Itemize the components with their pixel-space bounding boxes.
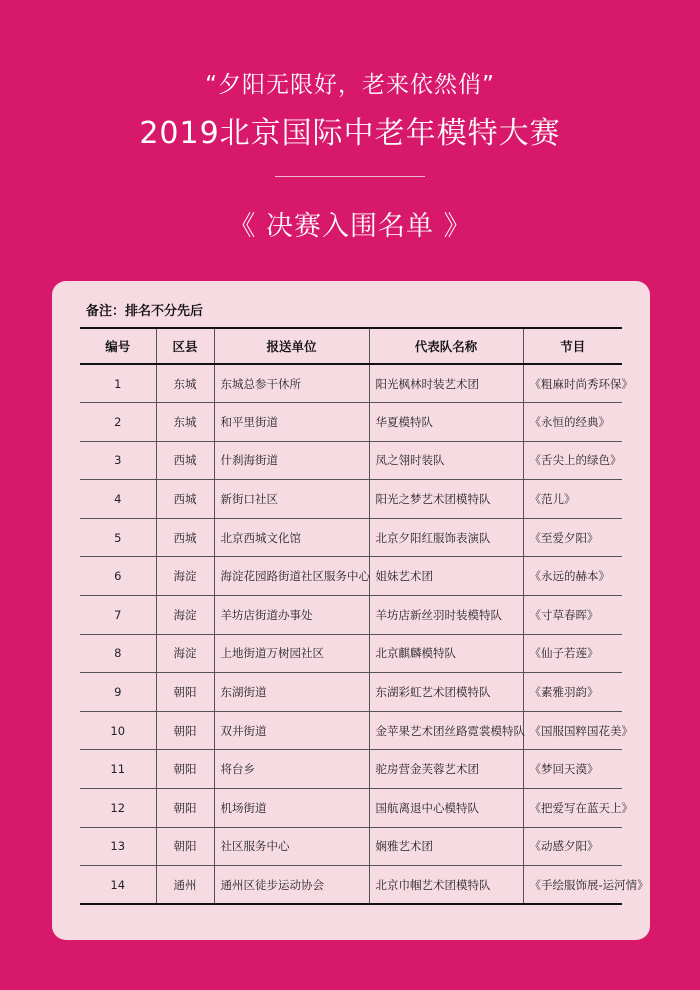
- cell-district: 通州: [156, 866, 214, 905]
- cell-program: 《素雅羽韵》: [523, 673, 622, 712]
- table-row: [80, 673, 622, 712]
- cell-program: 《国服国粹国花美》: [523, 711, 622, 750]
- table-row: [80, 827, 622, 866]
- column-header-number: 编号: [105, 339, 131, 354]
- cell-unit: 双井街道: [214, 711, 369, 750]
- cell-team: 国航离退中心模特队: [369, 789, 523, 828]
- cell-team: 娴雅艺术团: [369, 827, 523, 866]
- page-subtitle: 《 决赛入围名单 》: [228, 211, 472, 242]
- cell-district: 朝阳: [156, 827, 214, 866]
- table-row: [80, 441, 622, 480]
- cell-district: 朝阳: [156, 789, 214, 828]
- cell-unit: 机场街道: [214, 789, 369, 828]
- cell-district: 海淀: [156, 596, 214, 635]
- cell-team: 北京巾帼艺术团模特队: [369, 866, 523, 905]
- cell-team: 姐妹艺术团: [369, 557, 523, 596]
- cell-program: 《把爱写在蓝天上》: [523, 789, 622, 828]
- cell-number: 1: [114, 376, 122, 391]
- cell-team: 北京麒麟模特队: [369, 634, 523, 673]
- cell-unit: 通州区徒步运动协会: [214, 866, 369, 905]
- cell-team: 凤之翎时装队: [369, 441, 523, 480]
- table-row: [80, 557, 622, 596]
- cell-district: 朝阳: [156, 711, 214, 750]
- cell-program: 《动感夕阳》: [523, 827, 622, 866]
- table-row: [80, 866, 622, 905]
- column-header-program: 节目: [523, 328, 622, 364]
- cell-number: 9: [114, 685, 122, 700]
- cell-number: 11: [110, 762, 126, 777]
- table-row: [80, 364, 622, 403]
- cell-number: 13: [110, 839, 126, 854]
- column-header-team: 代表队名称: [369, 328, 523, 364]
- cell-program: 《梦回天漠》: [523, 750, 622, 789]
- cell-program: 《粗麻时尚秀环保》: [523, 364, 622, 403]
- table-row: [80, 403, 622, 442]
- table-row: [80, 789, 622, 828]
- cell-unit: 什刹海街道: [214, 441, 369, 480]
- cell-team: 北京夕阳红服饰表演队: [369, 518, 523, 557]
- table-row: [80, 634, 622, 673]
- cell-program: 《永远的赫本》: [523, 557, 622, 596]
- cell-unit: 社区服务中心: [214, 827, 369, 866]
- cell-number: 8: [114, 646, 122, 661]
- cell-unit: 羊坊店街道办事处: [214, 596, 369, 635]
- cell-number: 14: [110, 877, 126, 892]
- cell-team: 羊坊店新丝羽时装模特队: [369, 596, 523, 635]
- cell-number: 6: [114, 569, 122, 584]
- cell-program: 《舌尖上的绿色》: [523, 441, 622, 480]
- cell-program: 《至爱夕阳》: [523, 518, 622, 557]
- cell-unit: 东湖街道: [214, 673, 369, 712]
- cell-unit: 和平里街道: [214, 403, 369, 442]
- cell-district: 海淀: [156, 634, 214, 673]
- cell-number: 7: [114, 607, 122, 622]
- table-row: [80, 596, 622, 635]
- note: 备注：排名不分先后: [86, 304, 204, 319]
- cell-number: 4: [114, 492, 122, 507]
- column-header-district: 区县: [156, 328, 214, 364]
- cell-district: 西城: [156, 480, 214, 519]
- cell-unit: 东城总参干休所: [214, 364, 369, 403]
- table-row: [80, 711, 622, 750]
- cell-number: 2: [114, 414, 122, 429]
- cell-program: 《仙子若莲》: [523, 634, 622, 673]
- cell-program: 《永恒的经典》: [523, 403, 622, 442]
- cell-unit: 新街口社区: [214, 480, 369, 519]
- cell-unit: 北京西城文化馆: [214, 518, 369, 557]
- cell-district: 东城: [156, 364, 214, 403]
- divider: [275, 176, 425, 177]
- cell-district: 东城: [156, 403, 214, 442]
- cell-number: 3: [114, 453, 122, 468]
- cell-team: 华夏模特队: [369, 403, 523, 442]
- cell-district: 西城: [156, 518, 214, 557]
- cell-district: 朝阳: [156, 750, 214, 789]
- column-header-unit: 报送单位: [214, 328, 369, 364]
- cell-team: 驼房营金芙蓉艺术团: [369, 750, 523, 789]
- cell-program: 《范儿》: [523, 480, 622, 519]
- cell-unit: 将台乡: [214, 750, 369, 789]
- cell-district: 西城: [156, 441, 214, 480]
- cell-team: 阳光枫林时装艺术团: [369, 364, 523, 403]
- cell-district: 朝阳: [156, 673, 214, 712]
- page-title: 2019北京国际中老年模特大赛: [139, 116, 561, 151]
- cell-number: 10: [110, 723, 126, 738]
- table-row: [80, 518, 622, 557]
- table-header-row: [80, 328, 622, 364]
- cell-district: 海淀: [156, 557, 214, 596]
- finalist-table: [80, 327, 649, 905]
- cell-unit: 海淀花园路街道社区服务中心: [214, 557, 369, 596]
- table-row: [80, 750, 622, 789]
- cell-number: 12: [110, 800, 126, 815]
- cell-unit: 上地街道万树园社区: [214, 634, 369, 673]
- finalist-card: [52, 281, 650, 940]
- cell-team: 东湖彩虹艺术团模特队: [369, 673, 523, 712]
- cell-number: 5: [114, 530, 122, 545]
- cell-team: 阳光之梦艺术团模特队: [369, 480, 523, 519]
- cell-program: 《寸草春晖》: [523, 596, 622, 635]
- table-row: [80, 480, 622, 519]
- slogan: “夕阳无限好，老来依然俏”: [205, 72, 495, 98]
- cell-team: 金苹果艺术团丝路霓裳模特队: [369, 711, 523, 750]
- cell-program: 《手绘服饰展-运河情》: [523, 866, 622, 905]
